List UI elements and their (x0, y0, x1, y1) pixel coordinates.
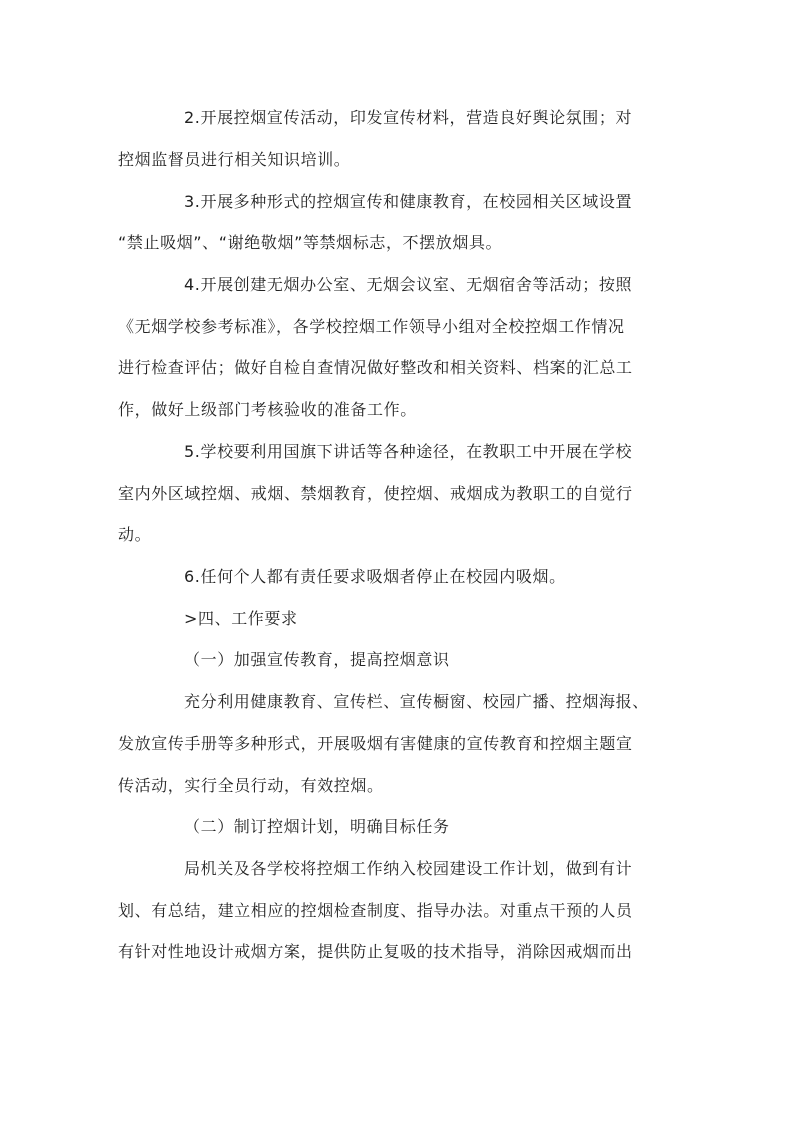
paragraph-sub2-line-2: 划、有总结，建立相应的控烟检查制度、指导办法。对重点干预的人员 (118, 901, 633, 920)
section-heading: >四、工作要求 (184, 609, 298, 628)
paragraph-sub1-line-3: 传活动，实行全员行动，有效控烟。 (118, 776, 384, 795)
paragraph-4-line-2: 《无烟学校参考标准》，各学校控烟工作领导小组对全校控烟工作情况 (118, 317, 625, 336)
paragraph-4-line-3: 进行检查评估；做好自检自查情况做好整改和相关资料、档案的汇总工 (118, 358, 633, 377)
subheading-1: （一）加强宣传教育，提高控烟意识 (184, 650, 450, 669)
paragraph-sub2-line-3: 有针对性地设计戒烟方案，提供防止复吸的技术指导，消除因戒烟而出 (118, 942, 633, 961)
paragraph-4-line-4: 作，做好上级部门考核验收的准备工作。 (118, 400, 417, 419)
paragraph-4-line-1: 4.开展创建无烟办公室、无烟会议室、无烟宿舍等活动；按照 (184, 275, 633, 294)
paragraph-sub1-line-1: 充分利用健康教育、宣传栏、宣传橱窗、校园广播、控烟海报、 (184, 692, 649, 711)
paragraph-5-line-3: 动。 (118, 525, 152, 544)
paragraph-sub1-line-2: 发放宣传手册等多种形式，开展吸烟有害健康的宣传教育和控烟主题宣 (118, 734, 633, 753)
paragraph-2-line-2: 控烟监督员进行相关知识培训。 (118, 150, 351, 169)
paragraph-3-line-2: “禁止吸烟”、“谢绝敬烟”等禁烟标志，不摆放烟具。 (118, 233, 503, 252)
paragraph-3-line-1: 3.开展多种形式的控烟宣传和健康教育，在校园相关区域设置 (184, 192, 633, 211)
paragraph-2-line-1: 2.开展控烟宣传活动，印发宣传材料，营造良好舆论氛围；对 (184, 108, 633, 127)
paragraph-5-line-2: 室内外区域控烟、戒烟、禁烟教育，使控烟、戒烟成为教职工的自觉行 (118, 484, 633, 503)
paragraph-6: 6.任何个人都有责任要求吸烟者停止在校园内吸烟。 (184, 567, 566, 586)
subheading-2: （二）制订控烟计划，明确目标任务 (184, 817, 450, 836)
paragraph-sub2-line-1: 局机关及各学校将控烟工作纳入校园建设工作计划，做到有计 (184, 859, 633, 878)
paragraph-5-line-1: 5.学校要利用国旗下讲话等各种途径，在教职工中开展在学校 (184, 442, 633, 461)
